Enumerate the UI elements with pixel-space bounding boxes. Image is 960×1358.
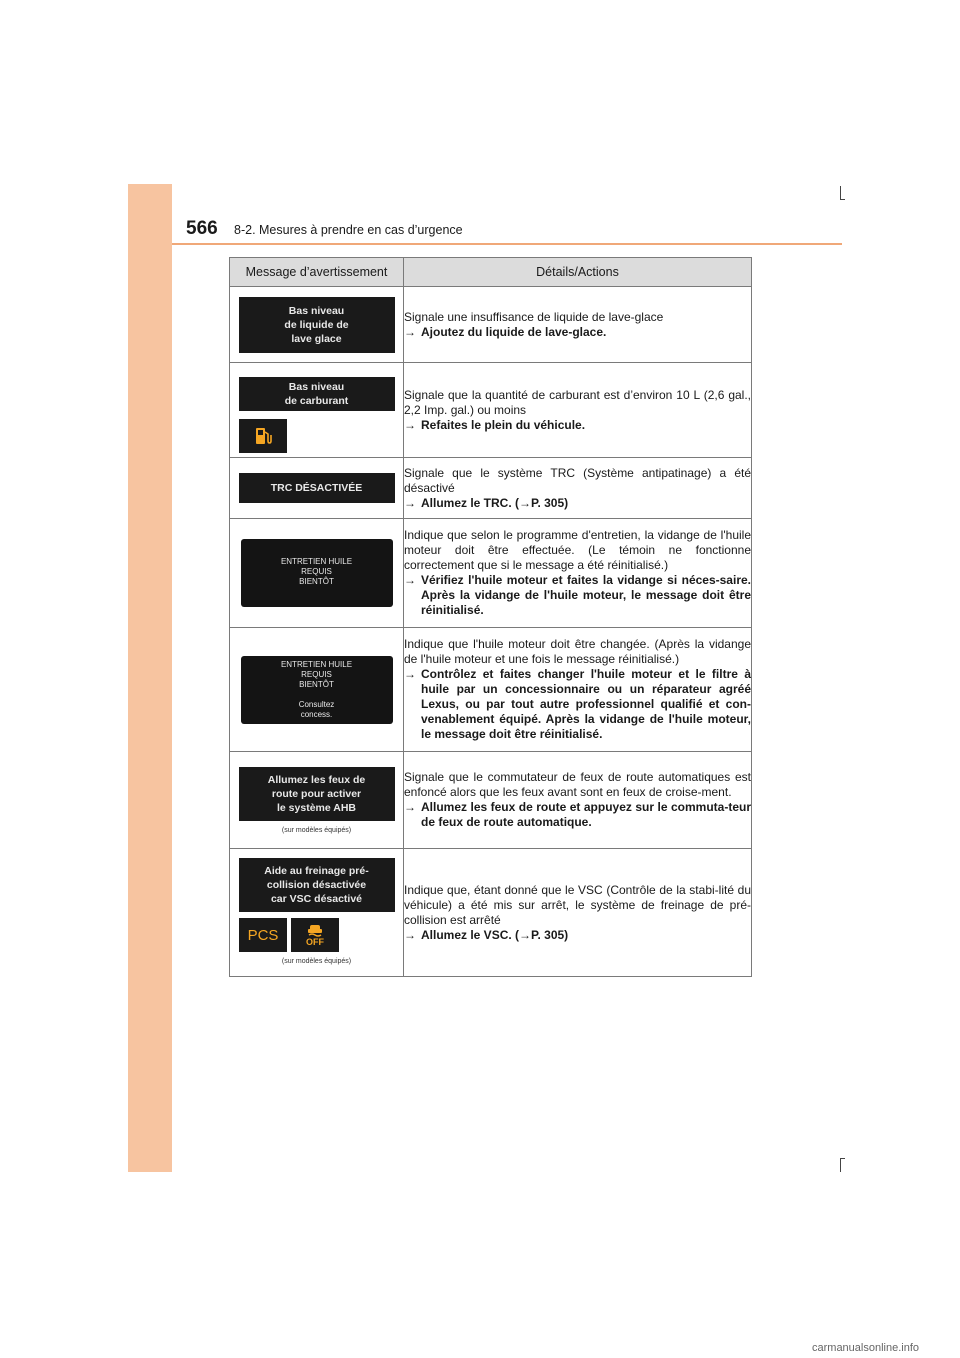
details-cell: [404, 752, 752, 849]
table-row: [230, 752, 752, 849]
vsc-off-icon: OFF: [291, 918, 339, 952]
details-text: Signale une insuffisance de liquide de lave-glace: [404, 309, 664, 324]
footer-watermark: carmanualsonline.info: [812, 1342, 920, 1354]
column-header-details: Détails/Actions: [404, 258, 752, 287]
arrow-icon: →: [404, 324, 416, 339]
arrow-icon: →: [404, 573, 416, 587]
details-cell: [404, 849, 752, 977]
details-text: Indique que l'huile moteur doit être changée. (Après la vidange de l'huile moteur et une fois le message réinitialisé.): [404, 637, 751, 666]
action-text: → Contrôlez et faites changer l'huile moteur et le filtre à huile par un concessionnaire ou un réparateur agréé Lexus, ou par tout autre professionnel qualifié et con-venablement équipé. Après la vidange de l'huile moteur, le message doit être réinitialisé.: [404, 667, 751, 741]
details-text: Signale que le système TRC (Système antipatinage) a été désactivé: [404, 465, 751, 495]
table-row: [230, 519, 752, 628]
display-message-oil-change: ENTRETIEN HUILE REQUIS BIENTÔT Consultez concess.: [241, 656, 393, 724]
chapter-sidebar-tab: [128, 184, 172, 1172]
icon-row: [239, 918, 403, 952]
table-row: [230, 458, 752, 519]
message-cell: [230, 287, 404, 363]
message-cell: [230, 752, 404, 849]
details-cell: [404, 363, 752, 458]
warning-messages-table: [229, 257, 752, 977]
details-cell: [404, 287, 752, 363]
action-text: → Allumez le TRC. (→P. 305): [404, 495, 569, 510]
header-divider: [172, 243, 842, 245]
section-title: 8-2. Mesures à prendre en cas d’urgence: [234, 223, 463, 237]
action-text: → Allumez les feux de route et appuyez sur le commuta-teur de feux de route automatique.: [404, 800, 751, 829]
details-text: Indique que selon le programme d'entretien, la vidange de l'huile moteur doit être effectuée. (Le témoin ne fonctionne correctement que si le message a été réinitialisé.): [404, 528, 751, 572]
display-message-ahb: Allumez les feux de route pour activer le système AHB: [239, 767, 395, 821]
message-cell: [230, 519, 404, 628]
arrow-icon: →: [404, 417, 416, 432]
details-cell: [404, 458, 752, 519]
message-cell: [230, 628, 404, 752]
message-cell: [230, 849, 404, 977]
details-cell: [404, 628, 752, 752]
display-message-washer-fluid: Bas niveau de liquide de lave glace: [239, 297, 395, 353]
arrow-icon: →: [404, 495, 416, 510]
table-row: [230, 363, 752, 458]
arrow-icon: →: [404, 927, 416, 942]
table-row: [230, 849, 752, 977]
crop-mark-bottom: [840, 1158, 841, 1172]
table-row: [230, 287, 752, 363]
display-message-trc-off: TRC DÉSACTIVÉE: [239, 473, 395, 503]
details-text: Signale que la quantité de carburant est d’environ 10 L (2,6 gal., 2,2 Imp. gal.) ou moins: [404, 387, 751, 417]
table-row: [230, 628, 752, 752]
message-cell: [230, 363, 404, 458]
pcs-warning-icon: PCS: [239, 918, 287, 952]
equipped-models-note: (sur modèles équipés): [281, 826, 352, 834]
display-message-oil-soon: ENTRETIEN HUILE REQUIS BIENTÔT: [241, 539, 393, 607]
display-message-fuel: Bas niveau de carburant: [239, 377, 395, 411]
action-text: → Allumez le VSC. (→P. 305): [404, 927, 569, 942]
arrow-icon: →: [404, 800, 416, 814]
action-text: → Refaites le plein du véhicule.: [404, 417, 586, 432]
action-text: → Ajoutez du liquide de lave-glace.: [404, 324, 607, 339]
details-text: Signale que le commutateur de feux de route automatiques est enfoncé alors que les feux avant sont en feux de croise-ment.: [404, 770, 751, 799]
arrow-icon: →: [404, 667, 416, 681]
table-header-row: [230, 258, 752, 287]
icon-row: [239, 419, 403, 453]
action-text: → Vérifiez l'huile moteur et faites la vidange si néces-saire. Après la vidange de l'huile moteur, le message doit être réinitialisé.: [404, 573, 751, 617]
crop-mark-top: [840, 186, 841, 200]
message-cell: [230, 458, 404, 519]
fuel-pump-icon: [239, 419, 287, 453]
details-cell: [404, 519, 752, 628]
equipped-models-note: (sur modèles équipés): [281, 958, 352, 965]
details-text: Indique que, étant donné que le VSC (Contrôle de la stabi-lité du véhicule) a été mis sur arrêt, le système de freinage de pré-collision est arrêté: [404, 882, 751, 927]
page-number: 566: [186, 218, 218, 239]
display-message-pcs-off: Aide au freinage pré- collision désactivée car VSC désactivé: [239, 858, 395, 912]
column-header-message: Message d’avertissement: [230, 258, 404, 287]
